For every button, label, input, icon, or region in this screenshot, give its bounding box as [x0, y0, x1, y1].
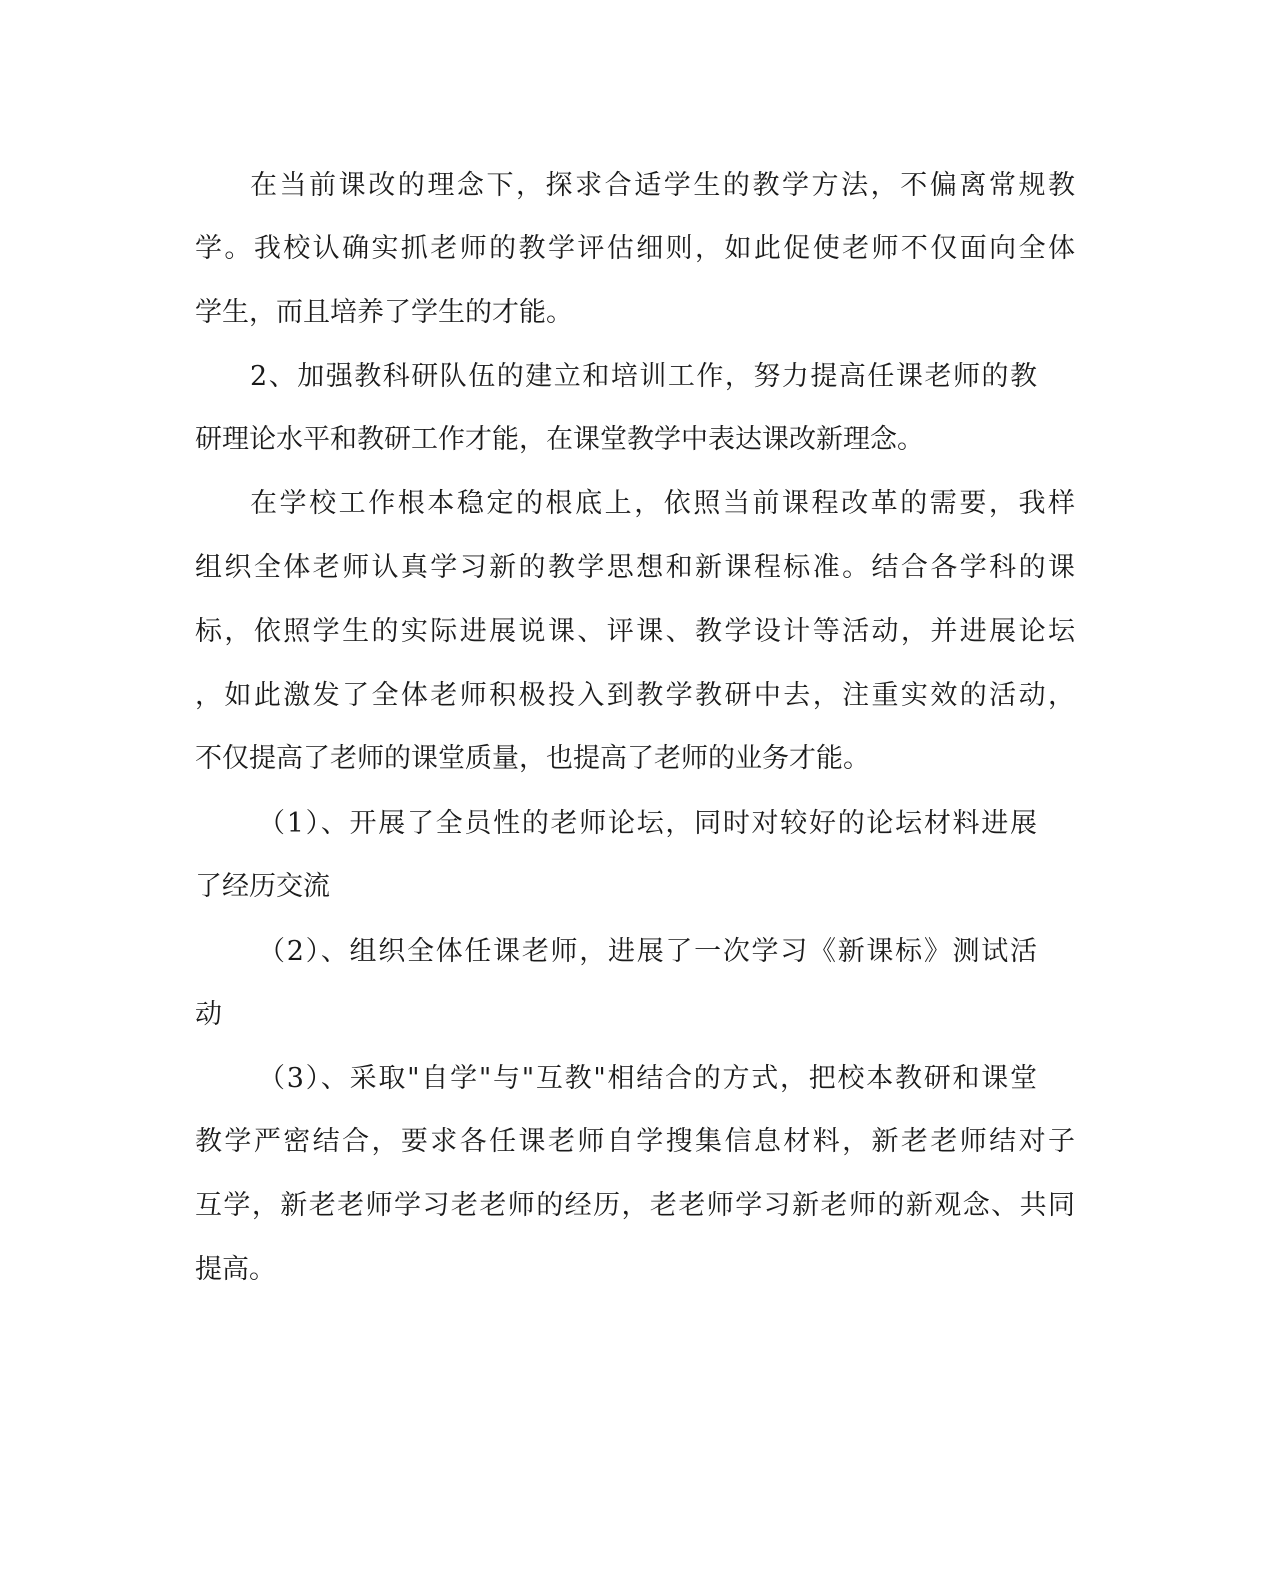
paragraph-line: 研理论水平和教研工作才能，在课堂教学中表达课改新理念。 [195, 424, 924, 455]
paragraph-line: 2、加强教科研队伍的建立和培训工作，努力提高任课老师的教 [250, 361, 1037, 392]
paragraph-line: （2）、组织全体任课老师，进展了一次学习《新课标》测试活 [258, 936, 1037, 967]
paragraph-line: 在当前课改的理念下，探求合适学生的教学方法，不偏离常规教 [250, 170, 1075, 201]
paragraph-line: 组织全体老师认真学习新的教学思想和新课程标准。结合各学科的课 [195, 552, 1075, 583]
paragraph-line: ，如此激发了全体老师积极投入到教学教研中去，注重实效的活动， [195, 680, 1075, 711]
paragraph-line: （3）、采取"自学"与"互教"相结合的方式，把校本教研和课堂 [258, 1063, 1037, 1094]
paragraph-line: 在学校工作根本稳定的根底上，依照当前课程改革的需要，我样 [250, 488, 1075, 519]
paragraph-line: 学。我校认确实抓老师的教学评估细则，如此促使老师不仅面向全体 [195, 233, 1075, 264]
paragraph-line: 动 [195, 999, 222, 1030]
paragraph-line: 教学严密结合，要求各任课老师自学搜集信息材料，新老老师结对子 [195, 1126, 1075, 1157]
paragraph-line: 提高。 [195, 1254, 276, 1285]
paragraph-line: 了经历交流 [195, 871, 330, 902]
paragraph-line: 互学，新老老师学习老老师的经历，老老师学习新老师的新观念、共同 [195, 1190, 1075, 1221]
paragraph-line: 学生，而且培养了学生的才能。 [195, 297, 573, 328]
paragraph-line: 不仅提高了老师的课堂质量，也提高了老师的业务才能。 [195, 743, 870, 774]
paragraph-line: 标，依照学生的实际进展说课、评课、教学设计等活动，并进展论坛 [195, 616, 1075, 647]
paragraph-line: （1）、开展了全员性的老师论坛，同时对较好的论坛材料进展 [258, 808, 1037, 839]
